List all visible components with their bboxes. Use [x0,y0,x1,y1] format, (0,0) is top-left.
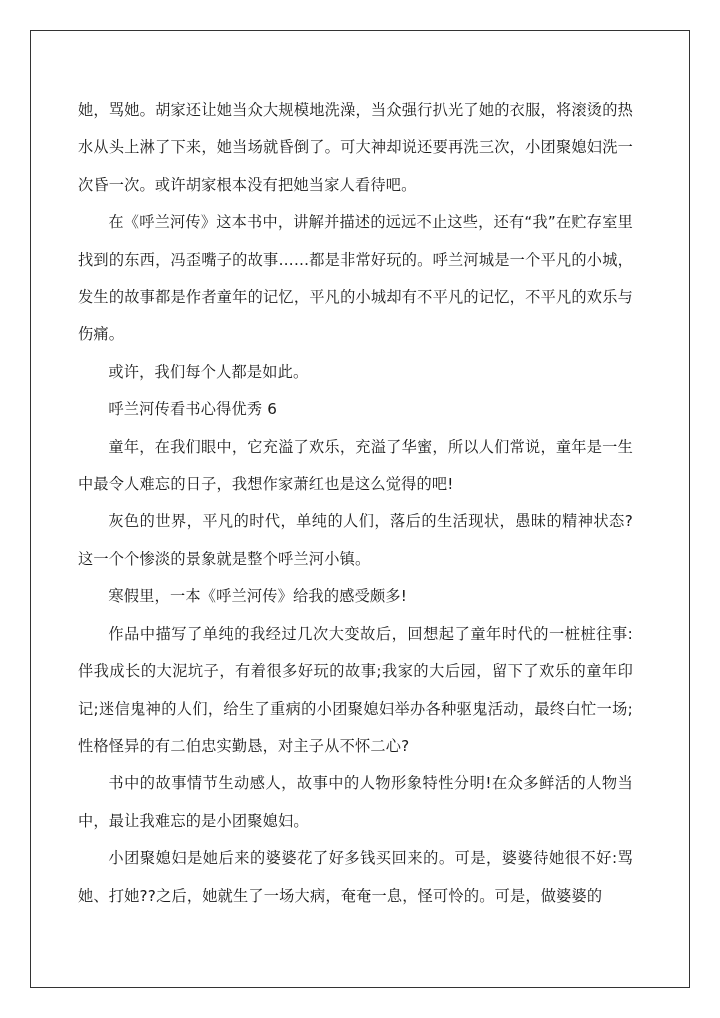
paragraph: 在《呼兰河传》这本书中，讲解并描述的远远不止这些，还有“我”在贮存室里找到的东西，冯歪嘴子的故事……都是非常好玩的。呼兰河城是一个平凡的小城，发生的故事都是作者童年的记忆，平凡的小城却有不平凡的记忆，不平凡的欢乐与伤痛。 [78,213,633,344]
paragraph: 小团聚媳妇是她后来的婆婆花了好多钱买回来的。可是，婆婆待她很不好:骂她、打她??之后，她就生了一场大病，奄奄一息，怪可怜的。可是，做婆婆的 [78,849,633,905]
section-heading: 呼兰河传看书心得优秀 6 [108,400,278,419]
paragraph: 灰色的世界，平凡的时代，单纯的人们，落后的生活现状，愚昧的精神状态?这一个个惨淡的景象就是整个呼兰河小镇。 [78,512,633,568]
paragraph: 书中的故事情节生动感人，故事中的人物形象特性分明!在众多鲜活的人物当中，最让我难忘的是小团聚媳妇。 [78,774,633,830]
paragraph: 或许，我们每个人都是如此。 [108,362,309,381]
paragraph: 她，骂她。胡家还让她当众大规模地洗澡，当众强行扒光了她的衣服，将滚烫的热水从头上淋了下来，她当场就昏倒了。可大神却说还要再洗三次，小团聚媳妇洗一次昏一次。或许胡家根本没有把她当家人看待吧。 [78,101,633,194]
paragraph: 童年，在我们眼中，它充溢了欢乐，充溢了华蜜，所以人们常说，童年是一生中最令人难忘的日子，我想作家萧红也是这么觉得的吧! [78,437,633,494]
paragraph: 作品中描写了单纯的我经过几次大变故后，回想起了童年时代的一桩桩往事:伴我成长的大泥坑子，有着很多好玩的故事;我家的大后园，留下了欢乐的童年印记;迷信鬼神的人们，给生了重病的小团聚媳妇举办各种驱鬼活动，最终白忙一场;性格怪异的有二伯忠实勤恳，对主子从不怀二心? [78,624,633,755]
paragraph: 寒假里，一本《呼兰河传》给我的感受颇多! [108,587,408,606]
document-body [78,92,633,915]
